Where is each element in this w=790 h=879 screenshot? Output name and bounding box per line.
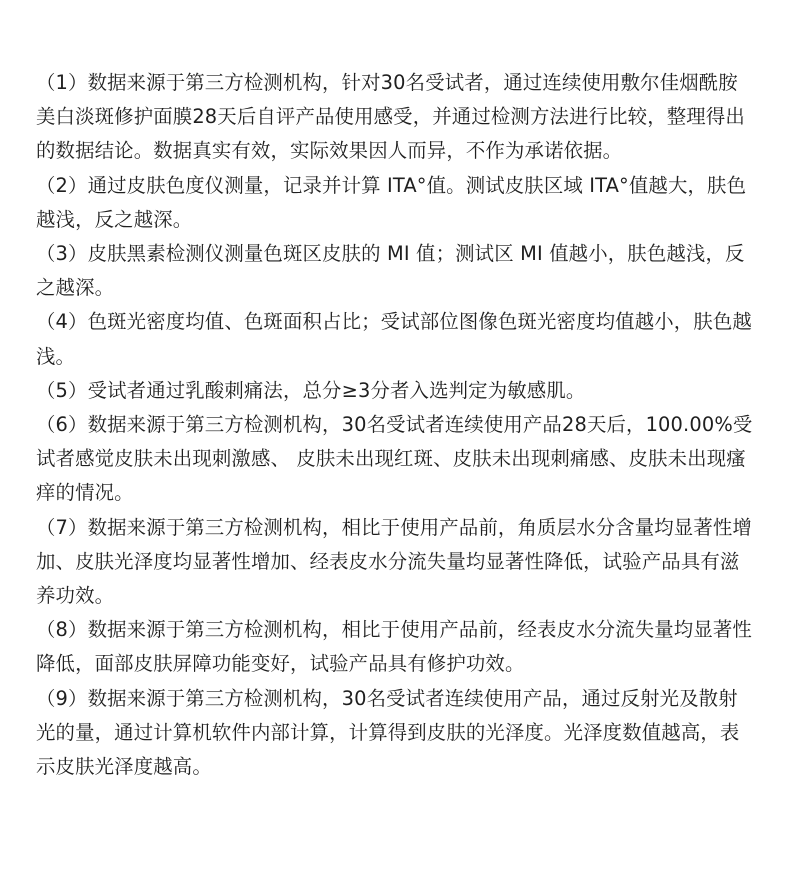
footnote-5: （5）受试者通过乳酸刺痛法，总分≥3分者入选判定为敏感肌。 — [36, 378, 586, 402]
footnote-3: （3）皮肤黑素检测仪测量色斑区皮肤的 MI 值；测试区 MI 值越小，肤色越浅，反之越深。 — [36, 242, 745, 300]
footnote-8: （8）数据来源于第三方检测机构，相比于使用产品前，经表皮水分流失量均显著性降低，面部皮肤屏障功能变好，试验产品具有修护功效。 — [36, 618, 752, 676]
footnote-4: （4）色斑光密度均值、色斑面积占比；受试部位图像色斑光密度均值越小，肤色越浅。 — [36, 310, 752, 368]
footnote-9: （9）数据来源于第三方检测机构，30名受试者连续使用产品，通过反射光及散射光的量，通过计算机软件内部计算，计算得到皮肤的光泽度。光泽度数值越高，表示皮肤光泽度越高。 — [36, 686, 740, 779]
footnote-1: （1）数据来源于第三方检测机构，针对30名受试者，通过连续使用敷尔佳烟酰胺美白淡斑修护面膜28天后自评产品使用感受，并通过检测方法进行比较，整理得出的数据结论。数据真实有效，实际效果因人而异，不作为承诺依据。 — [36, 71, 745, 163]
footnote-list — [36, 66, 756, 784]
footnote-2: （2）通过皮肤色度仪测量，记录并计算 ITA°值。测试皮肤区域 ITA°值越大，肤色越浅，反之越深。 — [36, 173, 747, 231]
footnote-7: （7）数据来源于第三方检测机构，相比于使用产品前，角质层水分含量均显著性增加、皮肤光泽度均显著性增加、经表皮水分流失量均显著性降低，试验产品具有滋养功效。 — [36, 515, 752, 608]
footnote-6: （6）数据来源于第三方检测机构，30名受试者连续使用产品28天后，100.00%受试者感觉皮肤未出现刺激感、 皮肤未出现红斑、皮肤未出现刺痛感、皮肤未出现瘙痒的情况。 — [36, 413, 753, 505]
